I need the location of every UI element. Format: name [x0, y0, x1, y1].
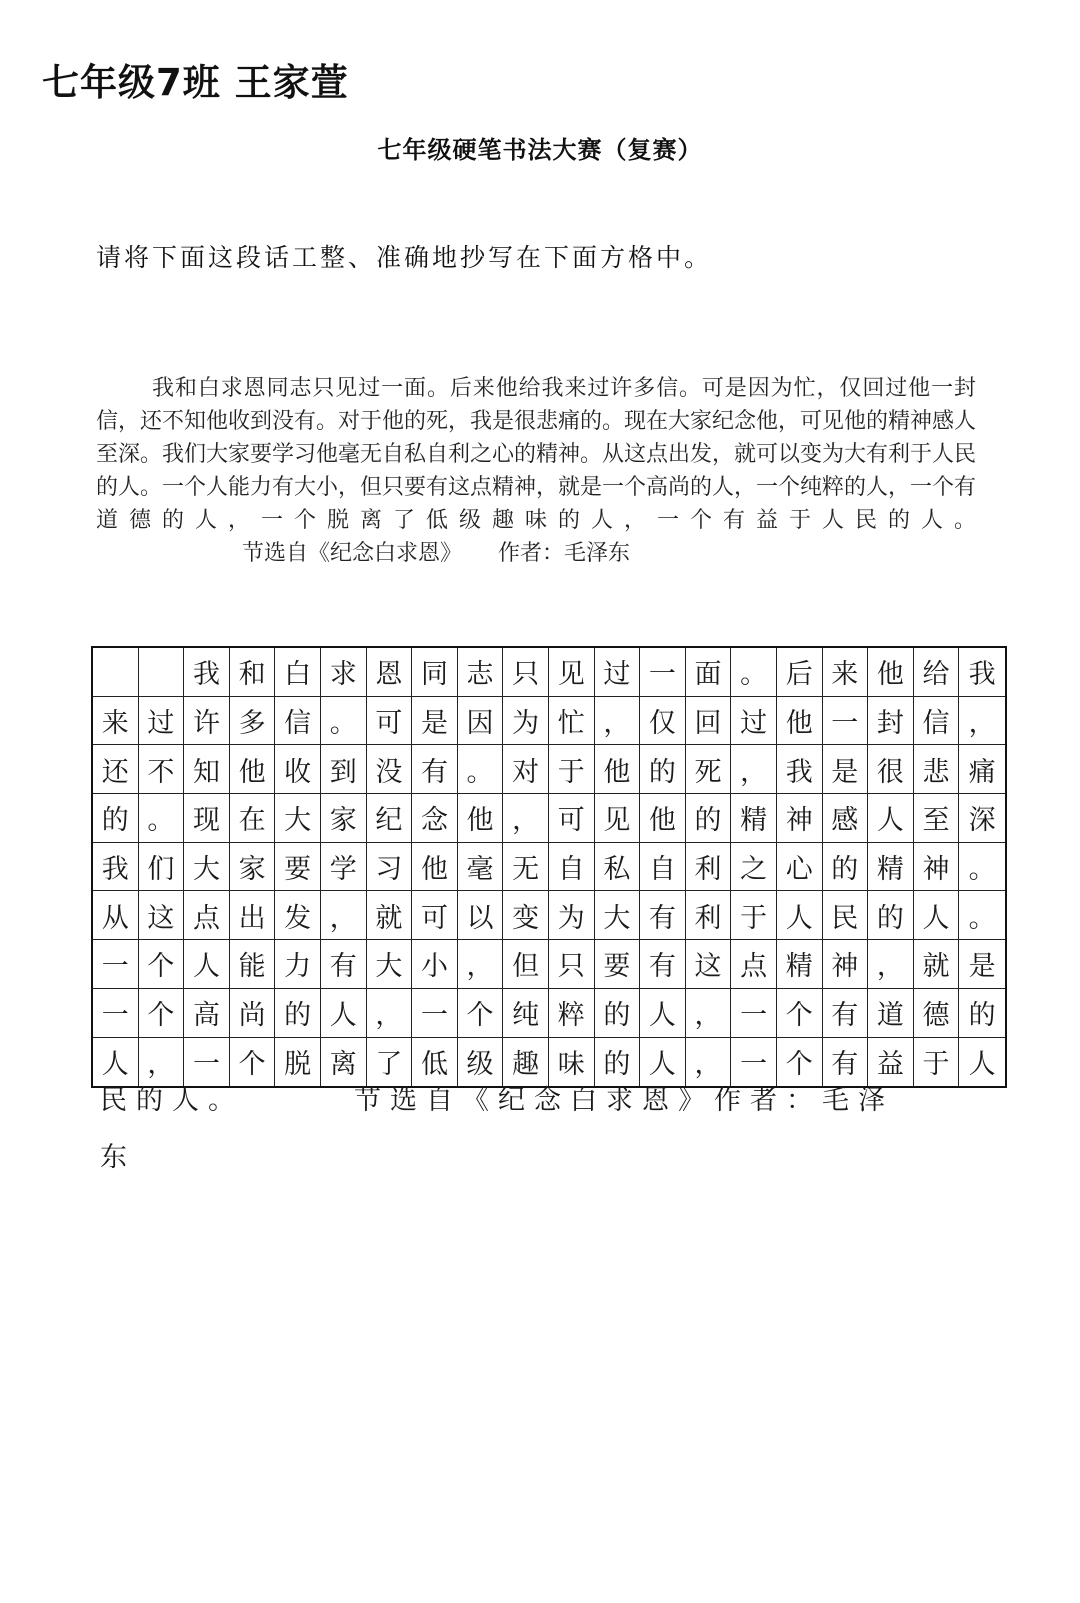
- grid-cell: [139, 648, 185, 697]
- grid-cell: 他: [868, 648, 914, 697]
- grid-cell: 民: [823, 891, 869, 940]
- grid-cell: ，: [686, 1038, 732, 1087]
- grid-cell: 同: [412, 648, 458, 697]
- grid-cell: 的: [686, 794, 732, 843]
- grid-cell: 要: [275, 843, 321, 892]
- grid-cell: 多: [230, 697, 276, 746]
- grid-cell: 。: [458, 745, 504, 794]
- grid-cell: ，: [686, 989, 732, 1038]
- grid-cell: 见: [549, 648, 595, 697]
- grid-cell: 于: [549, 745, 595, 794]
- grid-cell: 人: [93, 1038, 139, 1087]
- grid-cell: 可: [367, 697, 413, 746]
- continuation-source-text: 节选自《纪念白求恩》作者：毛泽: [354, 1085, 894, 1116]
- grid-cell: 现: [184, 794, 230, 843]
- grid-cell: ，: [595, 697, 641, 746]
- grid-cell: 点: [731, 940, 777, 989]
- grid-cell: 离: [321, 1038, 367, 1087]
- grid-cell: 发: [275, 891, 321, 940]
- grid-cell: 要: [595, 940, 641, 989]
- grid-cell: 他: [777, 697, 823, 746]
- grid-cell: 一: [93, 989, 139, 1038]
- grid-cell: 家: [321, 794, 367, 843]
- grid-cell: 有: [640, 940, 686, 989]
- grid-cell: 在: [230, 794, 276, 843]
- grid-cell: 只: [549, 940, 595, 989]
- grid-cell: 趣: [503, 1038, 549, 1087]
- grid-cell: 从: [93, 891, 139, 940]
- grid-cell: 大: [595, 891, 641, 940]
- grid-cell: 深: [959, 794, 1005, 843]
- grid-cell: 点: [184, 891, 230, 940]
- grid-cell: 一: [412, 989, 458, 1038]
- grid-cell: 但: [503, 940, 549, 989]
- grid-cell: 知: [184, 745, 230, 794]
- grid-cell: 个: [458, 989, 504, 1038]
- grid-cell: 见: [595, 794, 641, 843]
- grid-cell: ，: [321, 891, 367, 940]
- grid-cell: 高: [184, 989, 230, 1038]
- grid-cell: 道: [868, 989, 914, 1038]
- grid-cell: 死: [686, 745, 732, 794]
- grid-cell: 他: [230, 745, 276, 794]
- grid-cell: 的: [823, 843, 869, 892]
- grid-cell: 神: [777, 794, 823, 843]
- student-name-header: 七年级7班 王家萱: [42, 61, 349, 104]
- grid-cell: 有: [412, 745, 458, 794]
- grid-cell: 人: [868, 794, 914, 843]
- grid-cell: 利: [686, 843, 732, 892]
- grid-cell: 不: [139, 745, 185, 794]
- grid-cell: 求: [321, 648, 367, 697]
- grid-cell: 白: [275, 648, 321, 697]
- instruction-text: 请将下面这段话工整、准确地抄写在下面方格中。: [96, 243, 713, 272]
- grid-cell: 是: [412, 697, 458, 746]
- grid-cell: 自: [549, 843, 595, 892]
- grid-cell: 我: [777, 745, 823, 794]
- grid-cell: 的: [868, 891, 914, 940]
- grid-cell: 他: [412, 843, 458, 892]
- grid-cell: ，: [367, 989, 413, 1038]
- grid-cell: 痛: [959, 745, 1005, 794]
- grid-cell: 的: [595, 1038, 641, 1087]
- grid-cell: 个: [230, 1038, 276, 1087]
- grid-cell: ，: [959, 697, 1005, 746]
- grid-cell: 过: [139, 697, 185, 746]
- grid-cell: 到: [321, 745, 367, 794]
- grid-cell: 一: [184, 1038, 230, 1087]
- grid-cell: 人: [777, 891, 823, 940]
- grid-cell: 就: [367, 891, 413, 940]
- grid-cell: 一: [731, 989, 777, 1038]
- grid-cell: ，: [868, 940, 914, 989]
- grid-cell: 低: [412, 1038, 458, 1087]
- grid-cell: 的: [275, 989, 321, 1038]
- grid-cell: 一: [93, 940, 139, 989]
- grid-cell: 后: [777, 648, 823, 697]
- grid-cell: 这: [139, 891, 185, 940]
- grid-cell: 大: [367, 940, 413, 989]
- grid-cell: 是: [823, 745, 869, 794]
- grid-cell: 味: [549, 1038, 595, 1087]
- grid-cell: 小: [412, 940, 458, 989]
- grid-cell: 忙: [549, 697, 595, 746]
- grid-cell: 信: [275, 697, 321, 746]
- grid-cell: 脱: [275, 1038, 321, 1087]
- grid-cell: 个: [139, 989, 185, 1038]
- grid-cell: 一: [731, 1038, 777, 1087]
- grid-cell: 人: [640, 1038, 686, 1087]
- grid-cell: 纯: [503, 989, 549, 1038]
- grid-cell: 的: [93, 794, 139, 843]
- grid-cell: 过: [595, 648, 641, 697]
- grid-cell: 收: [275, 745, 321, 794]
- grid-cell: 有: [321, 940, 367, 989]
- grid-cell: 级: [458, 1038, 504, 1087]
- grid-cell: 为: [503, 697, 549, 746]
- grid-cell: 可: [549, 794, 595, 843]
- grid-cell: 个: [777, 1038, 823, 1087]
- grid-cell: 一: [823, 697, 869, 746]
- grid-cell: 尚: [230, 989, 276, 1038]
- grid-cell: 。: [321, 697, 367, 746]
- grid-cell: 有: [823, 989, 869, 1038]
- grid-cell: 悲: [914, 745, 960, 794]
- grid-cell: 于: [914, 1038, 960, 1087]
- grid-cell: 精: [731, 794, 777, 843]
- grid-cell: 仅: [640, 697, 686, 746]
- handwritten-continuation: [100, 1078, 980, 1117]
- grid-cell: 人: [184, 940, 230, 989]
- grid-cell: 之: [731, 843, 777, 892]
- grid-cell: 就: [914, 940, 960, 989]
- grid-cell: 们: [139, 843, 185, 892]
- grid-cell: 和: [230, 648, 276, 697]
- grid-cell: 来: [823, 648, 869, 697]
- grid-cell: 的: [640, 745, 686, 794]
- grid-cell: 人: [968, 1049, 996, 1081]
- grid-cell: 还: [93, 745, 139, 794]
- writing-grid: [91, 646, 1007, 1088]
- grid-cell: 个: [139, 940, 185, 989]
- grid-cell: 力: [275, 940, 321, 989]
- grid-cell: 因: [458, 697, 504, 746]
- continuation-end-text: 民的人。: [100, 1085, 244, 1116]
- grid-cell: 这: [686, 940, 732, 989]
- grid-cell: 他: [640, 794, 686, 843]
- grid-cell: 信: [914, 697, 960, 746]
- grid-cell: 有: [823, 1038, 869, 1087]
- grid-cell: 学: [321, 843, 367, 892]
- grid-cell: 至: [914, 794, 960, 843]
- grid-cell: 人: [914, 891, 960, 940]
- grid-cell: 的: [959, 989, 1005, 1038]
- grid-cell: 我: [93, 843, 139, 892]
- grid-cell: 个: [777, 989, 823, 1038]
- grid-cell: 习: [367, 843, 413, 892]
- grid-cell: 。: [959, 891, 1005, 940]
- grid-cell: 给: [914, 648, 960, 697]
- grid-cell: 一: [640, 648, 686, 697]
- grid-cell: 来: [93, 697, 139, 746]
- grid-cell: 为: [549, 891, 595, 940]
- grid-cell: 。: [139, 794, 185, 843]
- grid-cell: 有: [640, 891, 686, 940]
- grid-cell: 心: [777, 843, 823, 892]
- grid-cell: [93, 648, 139, 697]
- grid-cell: ，: [503, 794, 549, 843]
- grid-cell: 面: [686, 648, 732, 697]
- grid-cell: 回: [686, 697, 732, 746]
- grid-cell: 神: [823, 940, 869, 989]
- grid-cell: 他: [458, 794, 504, 843]
- grid-cell: 无: [503, 843, 549, 892]
- grid-cell: 私: [595, 843, 641, 892]
- source-passage: [96, 372, 976, 570]
- grid-cell: 我: [184, 648, 230, 697]
- grid-cell: 出: [230, 891, 276, 940]
- grid-cell: 精: [777, 940, 823, 989]
- grid-cell: 变: [503, 891, 549, 940]
- grid-cell: 他: [595, 745, 641, 794]
- grid-cell: 恩: [367, 648, 413, 697]
- grid-cell: 神: [914, 843, 960, 892]
- page-title: 七年级硬笔书法大赛（复赛）: [377, 136, 703, 164]
- grid-cell: 我: [959, 648, 1005, 697]
- grid-cell: 能: [230, 940, 276, 989]
- grid-cell: 毫: [458, 843, 504, 892]
- grid-cell: 没: [367, 745, 413, 794]
- grid-cell: 。: [959, 843, 1005, 892]
- grid-cell: 志: [458, 648, 504, 697]
- passage-body: 我和白求恩同志只见过一面。后来他给我来过许多信。可是因为忙，仅回过他一封信，还不知他收到没有。对于他的死，我是很悲痛的。现在大家纪念他，可见他的精神感人至深。我们大家要学习他毫无自私自利之心的精神。从这点出发，就可以变为大有利于人民的人。一个人能力有大小，但只要有这点精神，就是一个高尚的人，一个纯粹的人，一个有道德的人，一个脱离了低级趣味的人，一个有益于人民的人。: [96, 376, 977, 533]
- grid-cell: 德: [914, 989, 960, 1038]
- grid-cell: 自: [640, 843, 686, 892]
- grid-cell: 于: [731, 891, 777, 940]
- grid-cell: 许: [184, 697, 230, 746]
- grid-cell: 封: [868, 697, 914, 746]
- grid-cell: 粹: [549, 989, 595, 1038]
- grid-cell: ，: [458, 940, 504, 989]
- grid-cell: 人: [321, 989, 367, 1038]
- grid-cell: ，: [139, 1038, 185, 1087]
- grid-cell: 利: [686, 891, 732, 940]
- grid-cell: 的: [595, 989, 641, 1038]
- grid-cell: 可: [412, 891, 458, 940]
- grid-cell: 家: [230, 843, 276, 892]
- passage-source: 节选自《纪念白求恩》: [242, 541, 463, 566]
- grid-cell: 只: [503, 648, 549, 697]
- grid-cell: 人: [640, 989, 686, 1038]
- grid-cell: 念: [412, 794, 458, 843]
- grid-cell: 是: [959, 940, 1005, 989]
- grid-cell: 很: [868, 745, 914, 794]
- grid-cell: ，: [731, 745, 777, 794]
- passage-author: 作者：毛泽东: [498, 541, 631, 566]
- grid-cell: 大: [184, 843, 230, 892]
- grid-cell: 纪: [367, 794, 413, 843]
- grid-cell: 过: [731, 697, 777, 746]
- grid-cell: 益: [868, 1038, 914, 1087]
- grid-cell: 了: [367, 1038, 413, 1087]
- grid-cell: 感: [823, 794, 869, 843]
- grid-cell: 大: [275, 794, 321, 843]
- handwritten-continuation-line2: 东: [100, 1142, 127, 1173]
- grid-cell: 对: [503, 745, 549, 794]
- grid-cell: 。: [731, 648, 777, 697]
- grid-cell: 精: [868, 843, 914, 892]
- grid-cell: 以: [458, 891, 504, 940]
